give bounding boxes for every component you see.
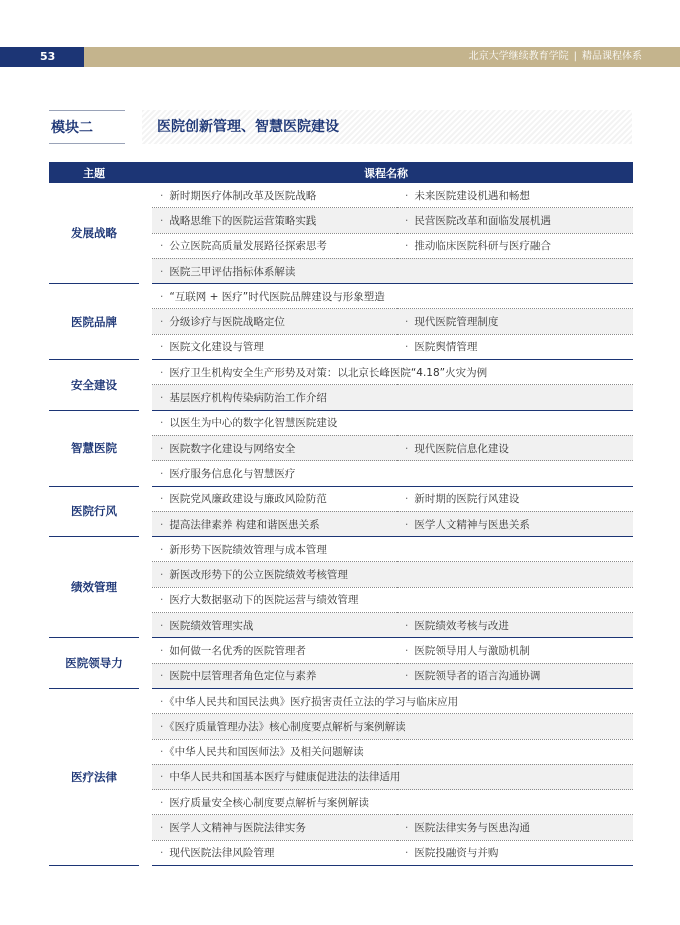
bullet-icon: ·: [160, 619, 164, 632]
course-cell: [397, 840, 633, 865]
course-name: “互联网 + 医疗”时代医院品牌建设与形象塑造: [169, 290, 385, 303]
course-cell: [152, 840, 397, 865]
module-label: 模块二: [49, 110, 125, 144]
course-name: 医院投融资与并购: [414, 847, 499, 860]
topic-spacer: [139, 537, 152, 638]
bullet-icon: ·: [160, 720, 164, 733]
course-cell: [152, 233, 397, 258]
course-cell: [152, 360, 633, 385]
header-topic: 主题: [49, 162, 139, 183]
topic-cell: 发展战略: [49, 183, 139, 284]
module-title: 医院创新管理、智慧医院建设: [142, 110, 632, 144]
course-cell: [152, 587, 633, 612]
course-cell: [152, 309, 397, 334]
course-name: 医院文化建设与管理: [169, 341, 264, 354]
bullet-icon: ·: [160, 493, 164, 506]
course-name: 医院三甲评估指标体系解读: [169, 265, 296, 278]
table-row: [49, 183, 633, 208]
bullet-icon: ·: [160, 847, 164, 860]
bullet-icon: ·: [405, 214, 409, 227]
bullet-icon: ·: [405, 316, 409, 329]
bullet-icon: ·: [160, 214, 164, 227]
course-name: 提高法律素养 构建和谐医患关系: [169, 518, 320, 531]
bullet-icon: ·: [405, 189, 409, 202]
table-row: [49, 360, 633, 385]
bullet-icon: ·: [160, 670, 164, 683]
topic-spacer: [139, 360, 152, 411]
bullet-icon: ·: [160, 392, 164, 405]
course-cell: [152, 183, 397, 208]
table-row: [49, 638, 633, 663]
course-name: 医院中层管理者角色定位与素养: [169, 670, 317, 683]
course-cell: [152, 739, 633, 764]
course-name: 基层医疗机构传染病防治工作介绍: [169, 392, 327, 405]
course-cell: [152, 385, 633, 410]
course-name: 医疗卫生机构安全生产形势及对策：以北京长峰医院“4.18”火灾为例: [169, 366, 488, 379]
topic-cell: 安全建设: [49, 360, 139, 411]
topic-spacer: [139, 688, 152, 865]
course-name: 医院领导者的语言沟通协调: [414, 670, 541, 683]
course-name: 医疗大数据驱动下的医院运营与绩效管理: [169, 594, 359, 607]
bullet-icon: ·: [405, 240, 409, 253]
course-name: 《医疗质量管理办法》核心制度要点解析与案例解读: [169, 720, 406, 733]
course-name: 战略思维下的医院运营策略实践: [169, 214, 317, 227]
bullet-icon: ·: [405, 518, 409, 531]
table-row: [49, 486, 633, 511]
topic-spacer: [139, 183, 152, 284]
course-cell: [152, 435, 397, 460]
table-row: [49, 688, 633, 713]
course-cell: [152, 815, 397, 840]
bullet-icon: ·: [405, 644, 409, 657]
course-name: 新时期医疗体制改革及医院战略: [169, 189, 317, 202]
course-name: 新医改形势下的公立医院绩效考核管理: [169, 569, 348, 582]
course-cell: [397, 613, 633, 638]
topic-cell: 绩效管理: [49, 537, 139, 638]
bullet-icon: ·: [160, 543, 164, 556]
table-header-row: [49, 162, 633, 183]
bullet-icon: ·: [160, 290, 164, 303]
bullet-icon: ·: [405, 442, 409, 455]
bullet-icon: ·: [160, 189, 164, 202]
course-cell: [397, 486, 633, 511]
course-cell: [397, 233, 633, 258]
topic-cell: 医院领导力: [49, 638, 139, 689]
topic-cell: 医疗法律: [49, 688, 139, 865]
bullet-icon: ·: [405, 847, 409, 860]
bullet-icon: ·: [160, 366, 164, 379]
course-name: 新形势下医院绩效管理与成本管理: [169, 543, 327, 556]
course-name: 现代医院法律风险管理: [169, 847, 275, 860]
course-cell: [397, 309, 633, 334]
header-separator: |: [573, 51, 577, 62]
course-name: 如何做一名优秀的医院管理者: [169, 644, 306, 657]
institution-name: 北京大学继续教育学院: [468, 51, 569, 62]
bullet-icon: ·: [160, 695, 164, 708]
topic-spacer: [139, 410, 152, 486]
topic-cell: 智慧医院: [49, 410, 139, 486]
bullet-icon: ·: [160, 771, 164, 784]
course-name: 民营医院改革和面临发展机遇: [414, 214, 551, 227]
bullet-icon: ·: [160, 594, 164, 607]
bullet-icon: ·: [160, 518, 164, 531]
bullet-icon: ·: [160, 240, 164, 253]
bullet-icon: ·: [160, 822, 164, 835]
course-name: 医疗服务信息化与智慧医疗: [169, 467, 296, 480]
course-cell: [152, 410, 633, 435]
bullet-icon: ·: [160, 644, 164, 657]
bullet-icon: ·: [160, 796, 164, 809]
course-cell: [152, 511, 397, 536]
bullet-icon: ·: [405, 493, 409, 506]
course-name: 分级诊疗与医院战略定位: [169, 316, 285, 329]
bullet-icon: ·: [160, 569, 164, 582]
course-cell: [397, 334, 633, 359]
course-name: 以医生为中心的数字化智慧医院建设: [169, 417, 338, 430]
course-name: 医疗质量安全核心制度要点解析与案例解读: [169, 796, 369, 809]
series-name: 精品课程体系: [582, 51, 642, 62]
topic-spacer: [139, 638, 152, 689]
course-cell: [397, 815, 633, 840]
bullet-icon: ·: [160, 316, 164, 329]
course-cell: [152, 258, 633, 283]
course-name: 医院舆情管理: [414, 341, 478, 354]
bullet-icon: ·: [405, 822, 409, 835]
bullet-icon: ·: [405, 619, 409, 632]
course-cell: [152, 486, 397, 511]
course-table: [49, 162, 633, 866]
table-row: [49, 284, 633, 309]
bullet-icon: ·: [160, 417, 164, 430]
bullet-icon: ·: [160, 341, 164, 354]
course-cell: [152, 537, 633, 562]
bullet-icon: ·: [405, 670, 409, 683]
course-name: 医学人文精神与医院法律实务: [169, 822, 306, 835]
course-name: 医院绩效管理实战: [169, 619, 254, 632]
course-cell: [152, 461, 633, 486]
bullet-icon: ·: [160, 442, 164, 455]
course-name: 医院绩效考核与改进: [414, 619, 509, 632]
course-cell: [152, 208, 397, 233]
topic-spacer: [139, 486, 152, 537]
course-name: 《中华人民共和国民法典》医疗损害责任立法的学习与临床应用: [169, 695, 459, 708]
header-courses: 课程名称: [139, 162, 633, 183]
course-cell: [152, 764, 633, 789]
table-row: [49, 537, 633, 562]
course-name: 未来医院建设机遇和畅想: [414, 189, 530, 202]
course-cell: [397, 183, 633, 208]
bullet-icon: ·: [405, 341, 409, 354]
course-cell: [152, 688, 633, 713]
header-title: [469, 47, 642, 67]
course-cell: [152, 613, 397, 638]
bullet-icon: ·: [160, 265, 164, 278]
page-number: 53: [0, 47, 84, 67]
course-cell: [397, 638, 633, 663]
course-cell: [152, 334, 397, 359]
course-name: 医院领导用人与激励机制: [414, 644, 530, 657]
table-row: [49, 410, 633, 435]
course-name: 新时期的医院行风建设: [414, 493, 520, 506]
course-name: 医院法律实务与医患沟通: [414, 822, 530, 835]
bullet-icon: ·: [160, 467, 164, 480]
course-name: 推动临床医院科研与医疗融合: [414, 240, 551, 253]
course-table-body: [49, 183, 633, 866]
topic-cell: 医院行风: [49, 486, 139, 537]
course-cell: [397, 511, 633, 536]
course-name: 《中华人民共和国医师法》及相关问题解读: [169, 746, 364, 759]
course-name: 医学人文精神与医患关系: [414, 518, 530, 531]
course-cell: [152, 562, 633, 587]
course-name: 医院数字化建设与网络安全: [169, 442, 296, 455]
topic-cell: 医院品牌: [49, 284, 139, 360]
course-cell: [397, 663, 633, 688]
topic-spacer: [139, 284, 152, 360]
course-cell: [397, 435, 633, 460]
course-name: 医院党风廉政建设与廉政风险防范: [169, 493, 327, 506]
course-cell: [152, 714, 633, 739]
course-cell: [397, 208, 633, 233]
course-cell: [152, 284, 633, 309]
course-cell: [152, 638, 397, 663]
course-name: 公立医院高质量发展路径探索思考: [169, 240, 327, 253]
course-cell: [152, 663, 397, 688]
course-name: 中华人民共和国基本医疗与健康促进法的法律适用: [169, 771, 401, 784]
course-name: 现代医院信息化建设: [414, 442, 509, 455]
course-name: 现代医院管理制度: [414, 316, 499, 329]
bullet-icon: ·: [160, 746, 164, 759]
course-cell: [152, 790, 633, 815]
